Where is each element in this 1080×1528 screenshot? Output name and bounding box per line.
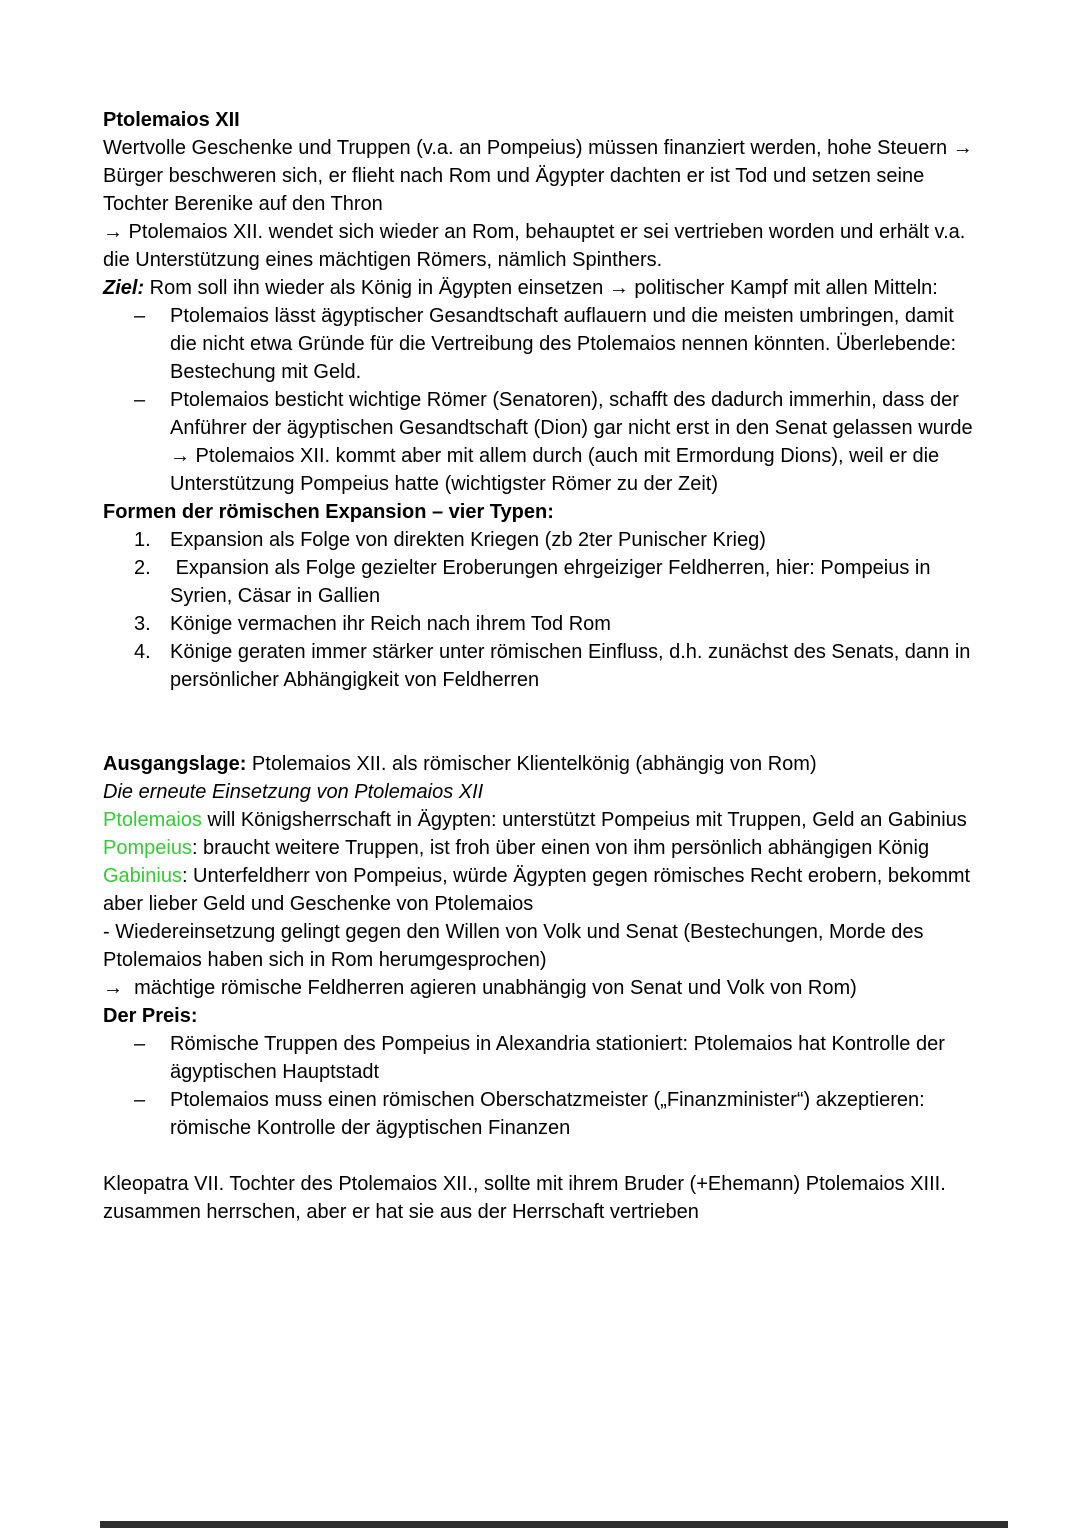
text-run: → Ptolemaios XII. kommt aber mit allem durch (auch mit Ermordung Dions), weil er die Unterstützung Pompeius hatte (wichtigster Römer zu der Zeit) (170, 445, 945, 495)
page-edge-bar (100, 1521, 1008, 1528)
text-run: Kleopatra VII. Tochter des Ptolemaios XII., sollte mit ihrem Bruder (+Ehemann) Ptolemaios XIII. zusammen herrschen, aber er hat sie aus der Herrschaft vertrieben (103, 1173, 952, 1223)
list-item-text (170, 638, 981, 694)
list-number: 4. (134, 641, 151, 663)
text-run: Formen der römischen Expansion – vier Typen: (103, 501, 554, 523)
text-run: Ausgangslage: (103, 753, 247, 775)
numbered-item (103, 554, 981, 610)
bullet-dash: – (134, 305, 146, 327)
numbered-item (103, 526, 981, 554)
paragraph (103, 134, 984, 218)
text-run: Pompeius (103, 837, 192, 859)
list-item-continuation (103, 442, 981, 498)
bullet-dash: – (134, 389, 146, 411)
heading-der-preis (103, 1002, 981, 1030)
text-run: Expansion als Folge von direkten Kriegen (zb 2ter Punischer Krieg) (170, 529, 766, 551)
text-run: Könige geraten immer stärker unter römischen Einfluss, d.h. zunächst des Senats, dann in persönlicher Abhängigkeit von Feldherren (170, 641, 976, 691)
text-run: → mächtige römische Feldherren agieren unabhängig von Senat und Volk von Rom) (103, 977, 857, 999)
paragraph-ptolemaios (103, 806, 981, 834)
paragraph-gabinius (103, 862, 981, 918)
text-run: Ptolemaios (103, 809, 202, 831)
bullet-dash: – (134, 1089, 146, 1111)
list-item (103, 1086, 981, 1142)
paragraph (103, 218, 981, 274)
text-run: → Ptolemaios XII. wendet sich wieder an Rom, behauptet er sei vertrieben worden und erhält v.a. die Unterstützung eines mächtigen Römers, nämlich Spinthers. (103, 221, 971, 271)
text-run: Der Preis: (103, 1005, 198, 1027)
numbered-item (103, 638, 981, 694)
text-run: Ptolemaios besticht wichtige Römer (Senatoren), schafft des dadurch immerhin, dass der Anführer der ägyptischen Gesandtschaft (Dion) gar nicht erst in den Senat gelassen wurde (170, 389, 973, 439)
list-number: 2. (134, 557, 151, 579)
heading-ptolemaios-xii (103, 106, 981, 134)
heading-formen-der-expansion (103, 498, 981, 526)
text-run: Ptolemaios XII (103, 109, 240, 131)
numbered-item (103, 610, 981, 638)
blank-lines (103, 1142, 981, 1170)
text-run: Ptolemaios muss einen römischen Oberschatzmeister („Finanzminister“) akzeptieren: römische Kontrolle der ägyptischen Finanzen (170, 1089, 931, 1139)
text-run: Könige vermachen ihr Reich nach ihrem Tod Rom (170, 613, 611, 635)
paragraph-ausgangslage (103, 750, 981, 778)
list-item-text (170, 302, 981, 386)
list-item-text (170, 554, 981, 610)
list-number: 1. (134, 529, 151, 551)
paragraph-kleopatra (103, 1170, 981, 1226)
list-item-text (170, 386, 981, 442)
text-run: : Unterfeldherr von Pompeius, würde Ägypten gegen römisches Recht erobern, bekommt aber lieber Geld und Geschenke von Ptolemaios (103, 865, 976, 915)
text-run: Ptolemaios XII. als römischer Klientelkönig (abhängig von Rom) (246, 753, 817, 775)
list-item-text (170, 1030, 981, 1086)
text-run: Expansion als Folge gezielter Eroberungen ehrgeiziger Feldherren, hier: Pompeius in Syrien, Cäsar in Gallien (170, 557, 936, 607)
list-item (103, 386, 981, 442)
list-item-text (170, 1086, 981, 1142)
text-run: Römische Truppen des Pompeius in Alexandria stationiert: Ptolemaios hat Kontrolle der ägyptischen Hauptstadt (170, 1033, 951, 1083)
blank-lines (103, 694, 981, 750)
document-body (103, 106, 984, 1226)
list-item-text (170, 610, 981, 638)
text-run: Ptolemaios lässt ägyptischer Gesandtschaft auflauern und die meisten umbringen, damit die nicht etwa Gründe für die Vertreibung des Ptolemaios nennen könnten. Überlebende: Bestechung mit Geld. (170, 305, 962, 383)
list-item-text (170, 526, 981, 554)
text-run: Gabinius (103, 865, 182, 887)
paragraph (103, 974, 981, 1002)
subheading-einsetzung (103, 778, 981, 806)
list-item (103, 1030, 981, 1086)
text-run: Wertvolle Geschenke und Truppen (v.a. an Pompeius) müssen finanziert werden, hohe Steuern → Bürger beschweren sich, er flieht nach Rom und Ägypter dachten er ist Tod und setzen seine Tochter Berenike auf den Thron (103, 137, 984, 215)
text-run: will Königsherrschaft in Ägypten: unterstützt Pompeius mit Truppen, Geld an Gabinius (201, 809, 967, 831)
paragraph-pompeius (103, 834, 981, 862)
bullet-dash: – (134, 1033, 146, 1055)
list-number: 3. (134, 613, 151, 635)
paragraph-ziel (103, 274, 981, 302)
text-run: : braucht weitere Truppen, ist froh über einen von ihm persönlich abhängigen König (191, 837, 930, 859)
text-run: Ziel: (103, 277, 145, 299)
text-run: - Wiedereinsetzung gelingt gegen den Willen von Volk und Senat (Bestechungen, Morde des Ptolemaios haben sich in Rom herumgesprochen) (103, 921, 930, 971)
text-run: Rom soll ihn wieder als König in Ägypten einsetzen → politischer Kampf mit allen Mitteln: (144, 277, 938, 299)
paragraph (103, 918, 981, 974)
list-item (103, 302, 981, 386)
text-run: Die erneute Einsetzung von Ptolemaios XII (103, 781, 484, 803)
